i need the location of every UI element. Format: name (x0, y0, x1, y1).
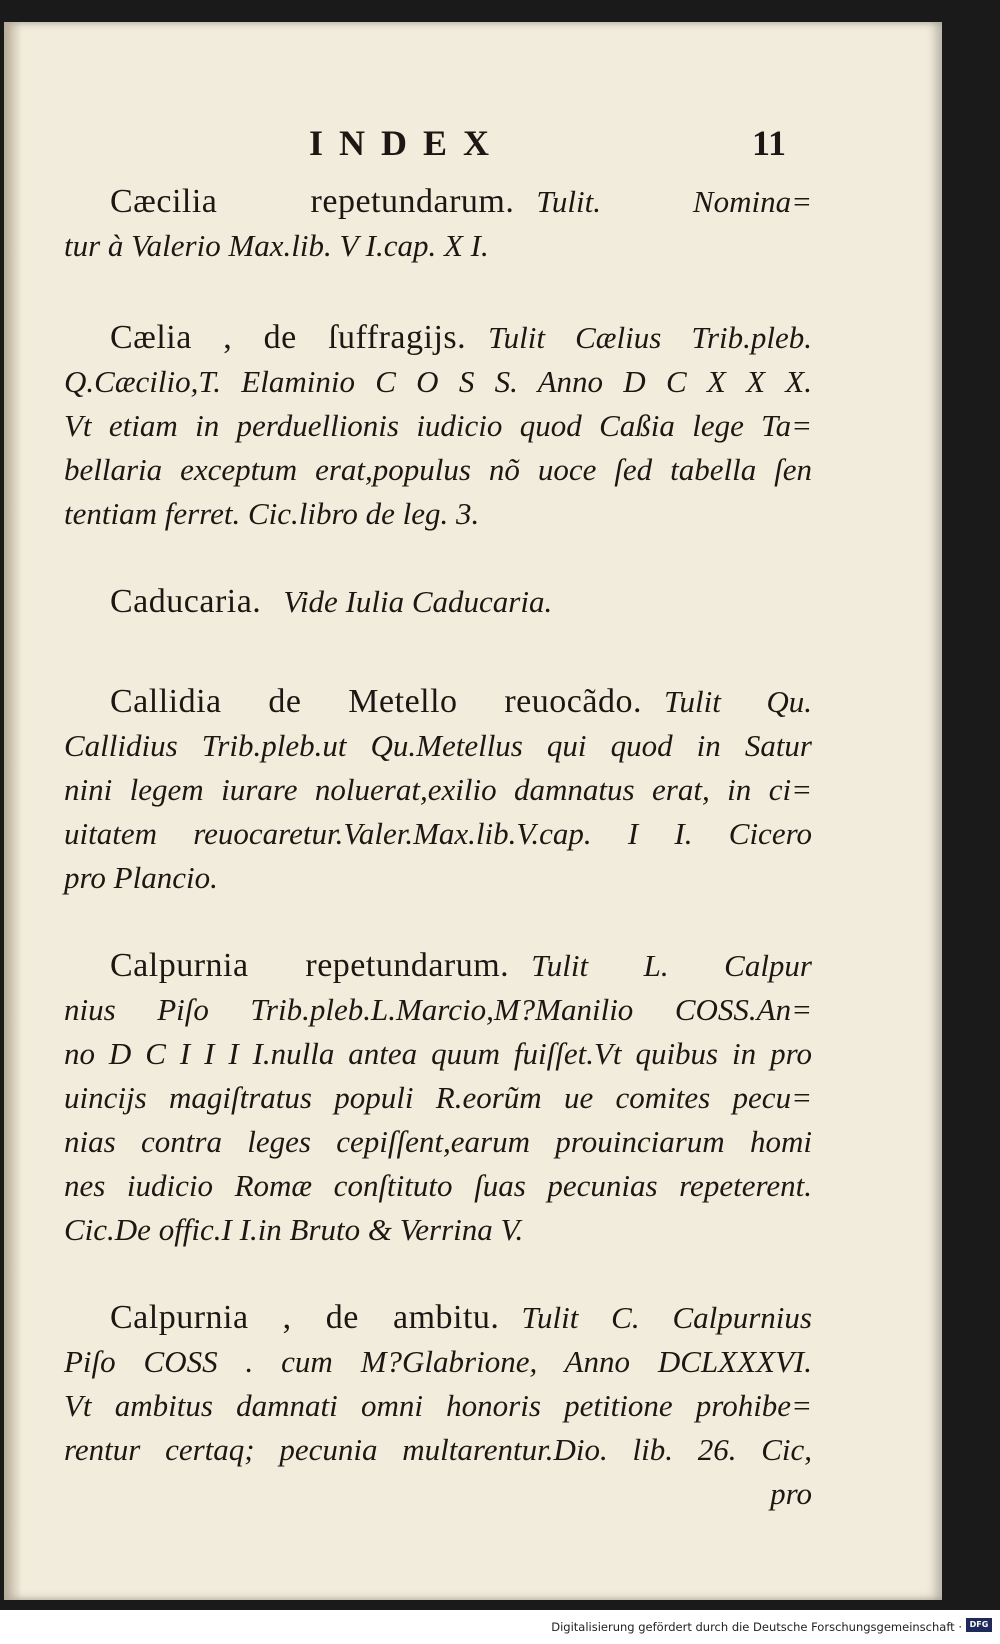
index-entries (64, 180, 812, 1560)
index-entry (64, 580, 812, 624)
index-entry (64, 1296, 812, 1516)
index-entry (64, 180, 812, 268)
dfg-logo: DFG (966, 1618, 992, 1632)
entry-text: nes iudicio Romæ conſtituto ſuas pecunias repeterent. (64, 1168, 812, 1203)
entry-lemma: Calpurnia , de ambitu. (110, 1299, 500, 1336)
entry-text: no D C I I I I.nulla antea quum fuiſſet.Vt quibus in pro (64, 1036, 812, 1071)
entry-text: pro Plancio. (64, 860, 218, 895)
entry-text: Vt ambitus damnati omni honoris petitione prohibe= (64, 1388, 812, 1423)
entry-text: Tulit Cælius Trib.pleb. (488, 320, 812, 355)
entry-text: Tulit L. Calpur (531, 948, 812, 983)
entry-text: Tulit Qu. (663, 684, 812, 719)
catchword: pro (770, 1476, 812, 1511)
book-page (4, 22, 942, 1600)
page-number: 11 (752, 123, 787, 163)
page-header (4, 122, 942, 172)
entry-text: Tulit C. Calpurnius (521, 1300, 812, 1335)
entry-text: Tulit. Nomina= (536, 184, 812, 219)
entry-text: bellaria exceptum erat,populus nõ uoce ſed tabella ſen (64, 452, 812, 487)
index-entry (64, 316, 812, 536)
entry-text: rentur certaq; pecunia multarentur.Dio. lib. 26. Cic, (64, 1432, 812, 1467)
funding-credit: Digitalisierung gefördert durch die Deutsche Forschungsgemeinschaft · (551, 1620, 962, 1634)
entry-text: Vide Iulia Caducaria. (283, 584, 553, 619)
entry-text: uincijs magiſtratus populi R.eorũm ue comites pecu= (64, 1080, 812, 1115)
digitization-footer (0, 1612, 1000, 1644)
entry-text: Cic.De offic.I I.in Bruto & Verrina V. (64, 1212, 524, 1247)
entry-lemma: Calpurnia repetundarum. (110, 947, 510, 984)
index-entry (64, 944, 812, 1252)
entry-text: Q.Cæcilio,T. Elaminio C O S S. Anno D C X X X. (64, 364, 812, 399)
entry-text: nini legem iurare noluerat,exilio damnatus erat, in ci= (64, 772, 812, 807)
entry-text: Piſo COSS . cum M?Glabrione, Anno DCLXXXVI. (64, 1344, 812, 1379)
entry-text: nius Piſo Trib.pleb.L.Marcio,M?Manilio COSS.An= (64, 992, 812, 1027)
entry-lemma: Callidia de Metello reuocãdo. (110, 683, 642, 720)
entry-lemma: Caducaria. (110, 583, 262, 620)
entry-text: tentiam ferret. Cic.libro de leg. 3. (64, 496, 480, 531)
entry-text: uitatem reuocaretur.Valer.Max.lib.V.cap. I I. Cicero (64, 816, 812, 851)
entry-lemma: Cæcilia repetundarum. (110, 183, 515, 220)
entry-text: Callidius Trib.pleb.ut Qu.Metellus qui quod in Satur (64, 728, 812, 763)
entry-text: tur à Valerio Max.lib. V I.cap. X I. (64, 228, 489, 263)
entry-text: nias contra leges cepiſſent,earum prouinciarum homi (64, 1124, 812, 1159)
running-title: INDEX (309, 123, 506, 163)
index-entry (64, 680, 812, 900)
entry-text: Vt etiam in perduellionis iudicio quod Caßia lege Ta= (64, 408, 812, 443)
entry-lemma: Cælia , de ſuffragijs. (110, 319, 467, 356)
